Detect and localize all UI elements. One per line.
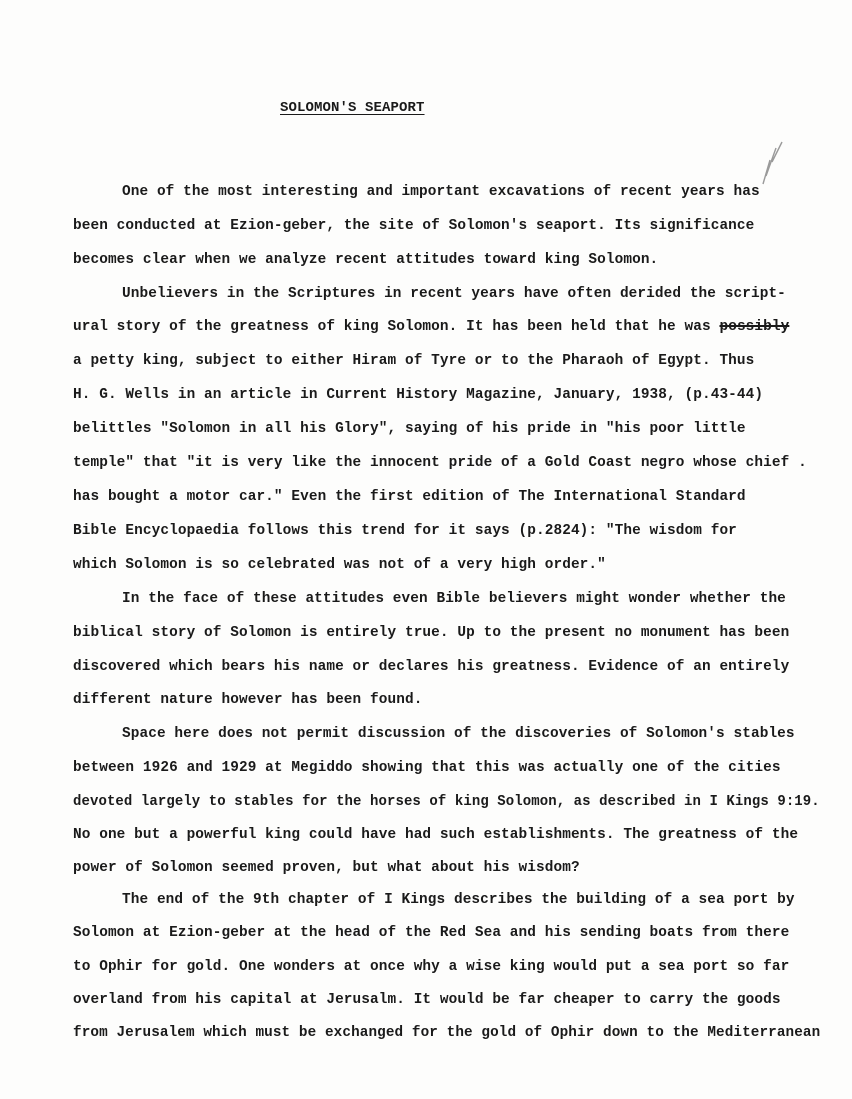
text-line: Unbelievers in the Scriptures in recent years have often derided the script- [122, 286, 786, 302]
text-line: belittles "Solomon in all his Glory", saying of his pride in "his poor little [73, 421, 746, 437]
text-line-content: ural story of the greatness of king Solomon. It has been held that he was [73, 319, 711, 335]
text-line: H. G. Wells in an article in Current History Magazine, January, 1938, (p.43-44) [73, 387, 764, 403]
text-line: to Ophir for gold. One wonders at once why a wise king would put a sea port so far [73, 959, 790, 975]
text-line: discovered which bears his name or declares his greatness. Evidence of an entirely [73, 659, 790, 675]
text-line: from Jerusalem which must be exchanged for the gold of Ophir down to the Mediterranean [73, 1025, 821, 1041]
text-line: which Solomon is so celebrated was not of a very high order." [73, 557, 606, 573]
text-line: temple" that "it is very like the innocent pride of a Gold Coast negro whose chief . [73, 455, 807, 471]
text-line: One of the most interesting and important excavations of recent years has [122, 184, 760, 200]
text-line: The end of the 9th chapter of I Kings describes the building of a sea port by [122, 892, 795, 908]
text-line: becomes clear when we analyze recent attitudes toward king Solomon. [73, 252, 659, 268]
text-line: In the face of these attitudes even Bible believers might wonder whether the [122, 591, 786, 607]
pencil-margin-mark [758, 140, 788, 186]
text-line: between 1926 and 1929 at Megiddo showing that this was actually one of the cities [73, 760, 781, 776]
text-line: biblical story of Solomon is entirely true. Up to the present no monument has been [73, 625, 790, 641]
text-line: Bible Encyclopaedia follows this trend for it says (p.2824): "The wisdom for [73, 523, 737, 539]
text-line [73, 317, 789, 337]
text-line: a petty king, subject to either Hiram of Tyre or to the Pharaoh of Egypt. Thus [73, 353, 755, 369]
text-line: been conducted at Ezion-geber, the site of Solomon's seaport. Its significance [73, 218, 755, 234]
text-line: devoted largely to stables for the horses of king Solomon, as described in I Kings 9:19. [73, 794, 820, 810]
text-line: Space here does not permit discussion of the discoveries of Solomon's stables [122, 726, 795, 742]
text-line: power of Solomon seemed proven, but what about his wisdom? [73, 860, 580, 876]
text-line: Solomon at Ezion-geber at the head of the Red Sea and his sending boats from there [73, 925, 790, 941]
struck-out-word: possibly [719, 319, 790, 335]
page-title: SOLOMON'S SEAPORT [280, 100, 425, 116]
text-line: has bought a motor car." Even the first edition of The International Standard [73, 489, 746, 505]
text-line: overland from his capital at Jerusalm. It would be far cheaper to carry the goods [73, 992, 781, 1008]
text-line: different nature however has been found. [73, 692, 423, 708]
text-line: No one but a powerful king could have had such establishments. The greatness of the [73, 827, 799, 843]
